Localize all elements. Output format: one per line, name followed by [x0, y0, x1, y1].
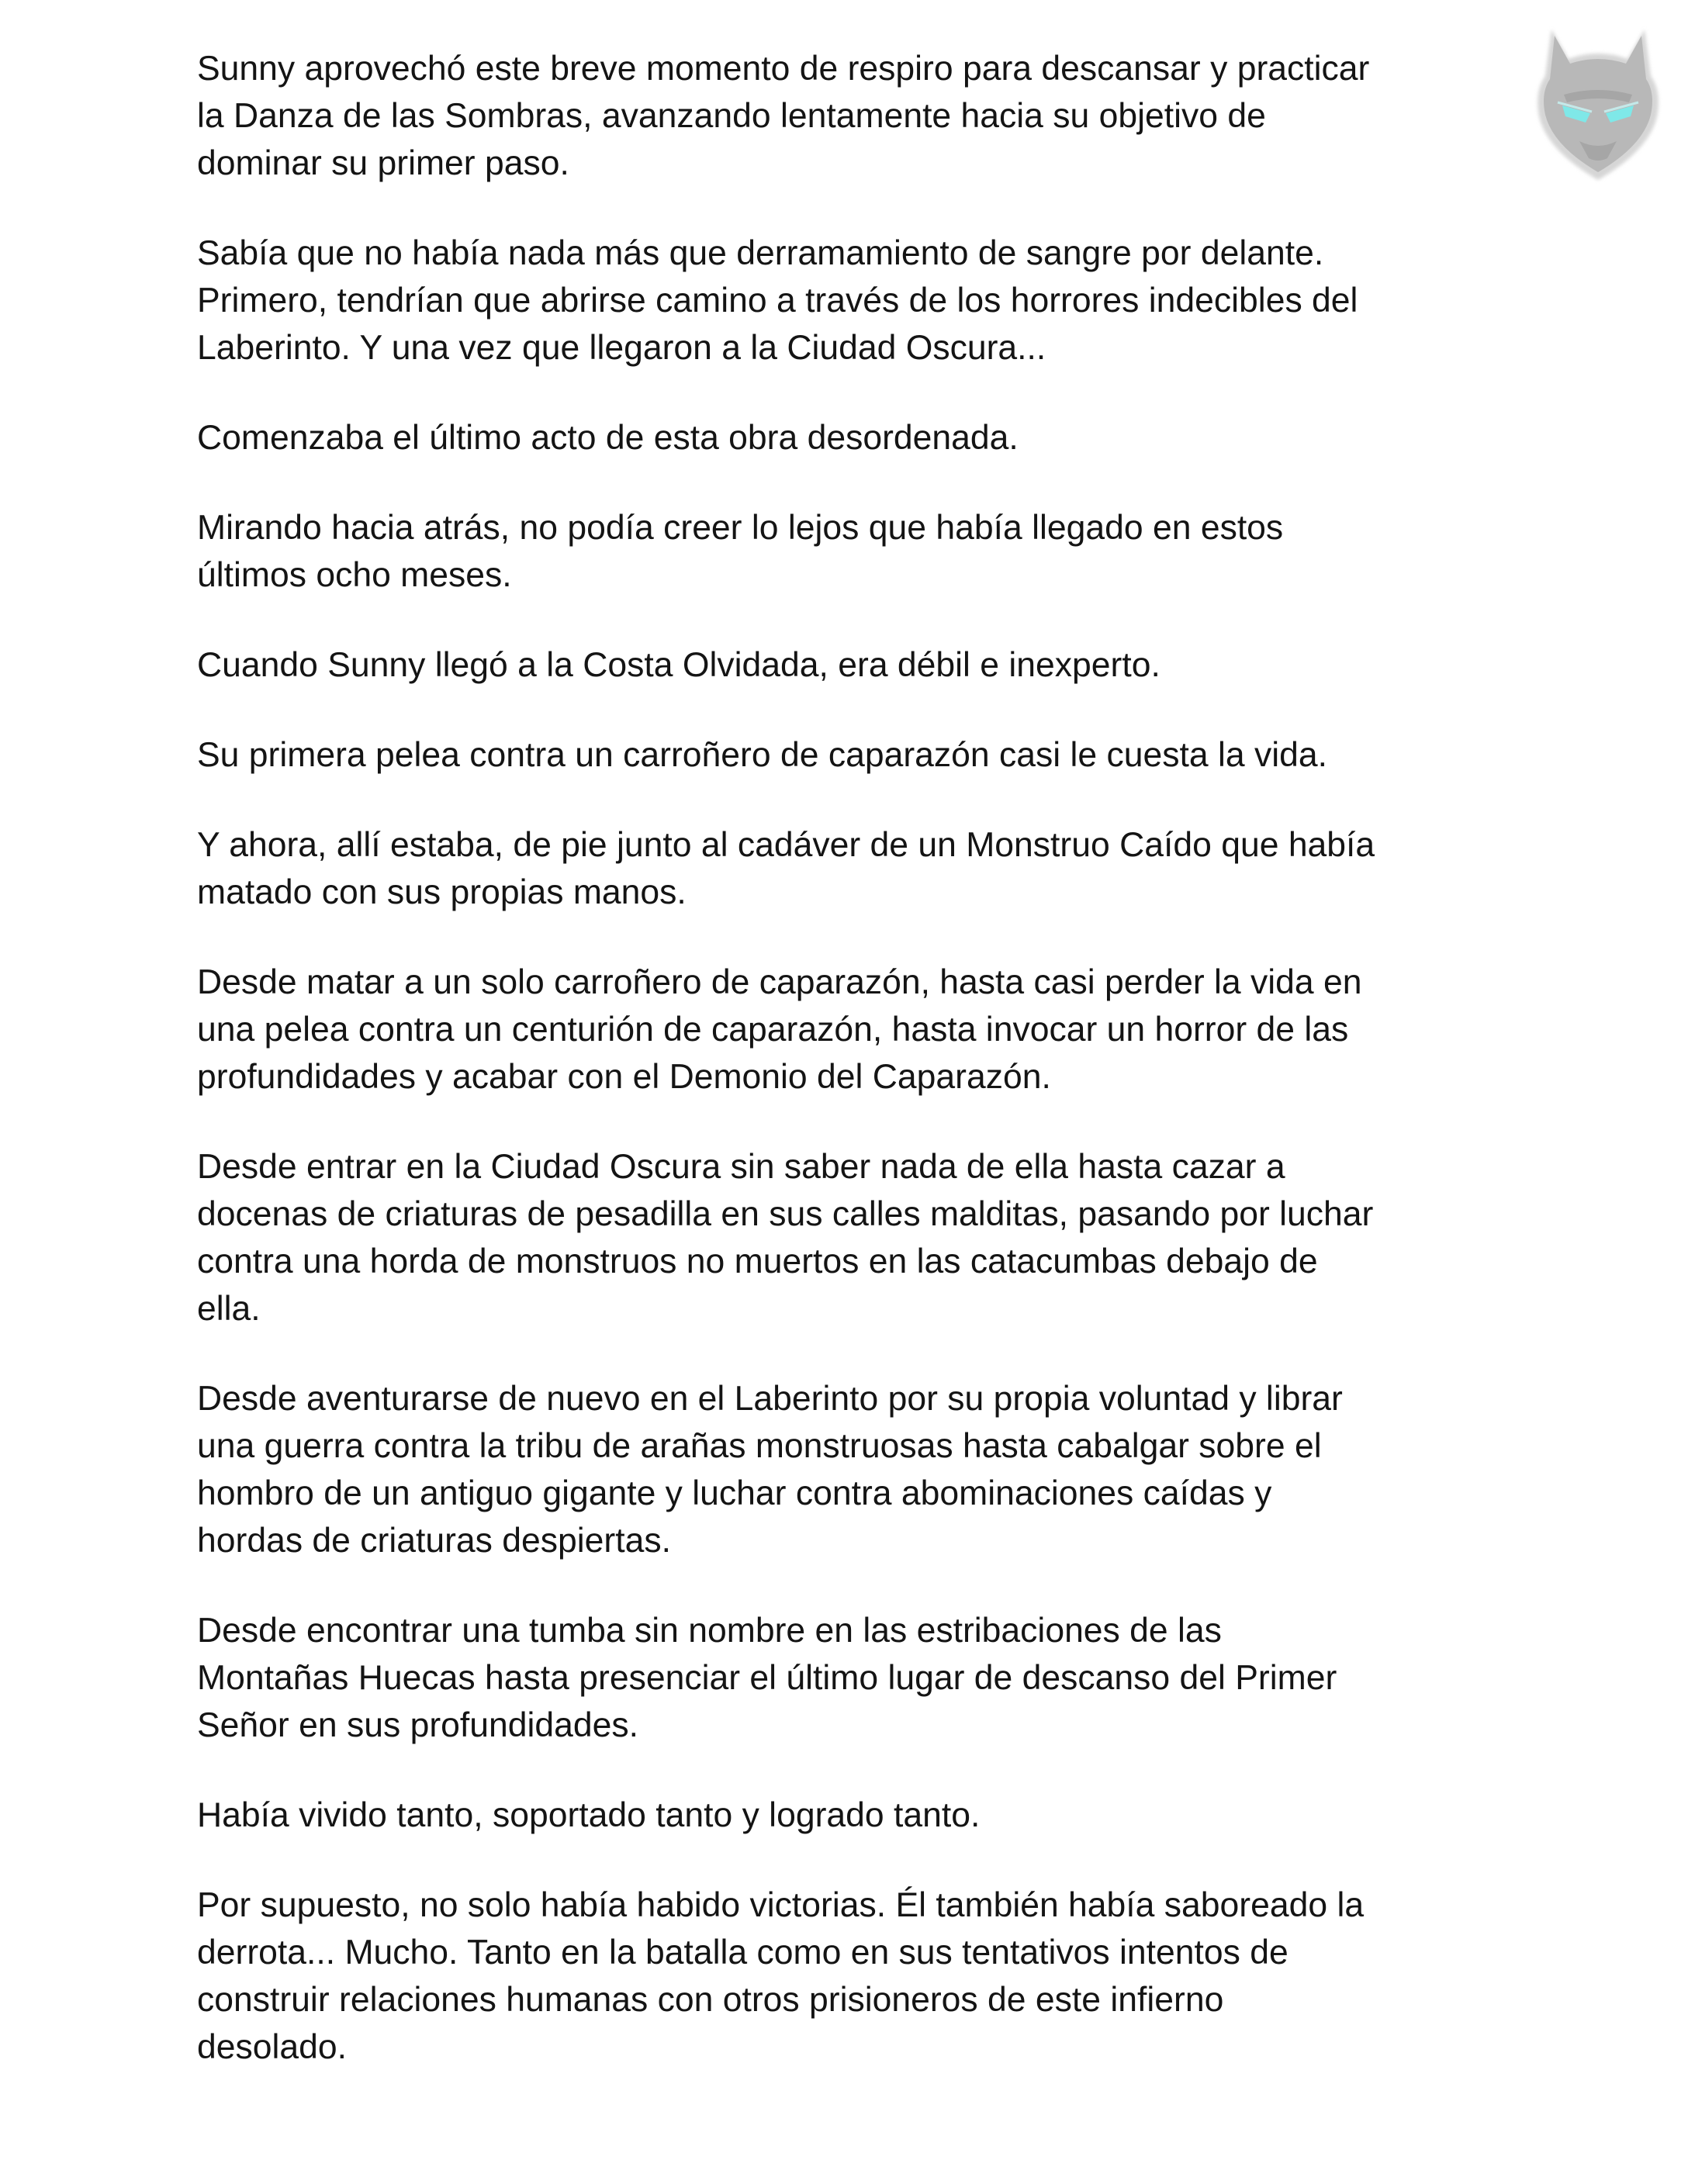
paragraph-line: Desde matar a un solo carroñero de caparazón, hasta casi perder la vida en [197, 963, 1362, 1001]
paragraph-line: construir relaciones humanas con otros prisioneros de este infierno [197, 1981, 1224, 2019]
paragraph-line: matado con sus propias manos. [197, 873, 687, 911]
paragraph [197, 504, 1500, 599]
paragraph-line: Desde entrar en la Ciudad Oscura sin saber nada de ella hasta cazar a [197, 1148, 1285, 1186]
paragraph-line: Montañas Huecas hasta presenciar el último lugar de descanso del Primer [197, 1659, 1337, 1697]
paragraph-line: profundidades y acabar con el Demonio del Caparazón. [197, 1058, 1051, 1096]
paragraph [197, 641, 1500, 689]
paragraph-line: Mirando hacia atrás, no podía creer lo lejos que había llegado en estos [197, 509, 1284, 547]
paragraph-line: Su primera pelea contra un carroñero de caparazón casi le cuesta la vida. [197, 736, 1327, 774]
paragraph-line: Cuando Sunny llegó a la Costa Olvidada, era débil e inexperto. [197, 646, 1160, 684]
paragraph-line: una guerra contra la tribu de arañas monstruosas hasta cabalgar sobre el [197, 1427, 1322, 1465]
paragraph-line: Laberinto. Y una vez que llegaron a la Ciudad Oscura... [197, 329, 1046, 367]
paragraph [197, 1792, 1500, 1839]
paragraph [197, 45, 1500, 187]
paragraph [197, 1607, 1500, 1749]
paragraph-line: Había vivido tanto, soportado tanto y logrado tanto. [197, 1796, 981, 1834]
paragraph-line: desolado. [197, 2028, 347, 2066]
paragraph-line: docenas de criaturas de pesadilla en sus calles malditas, pasando por luchar [197, 1195, 1374, 1233]
paragraph-line: derrota... Mucho. Tanto en la batalla como en sus tentativos intentos de [197, 1933, 1288, 1971]
paragraph-line: ella. [197, 1290, 261, 1328]
paragraph [197, 414, 1500, 461]
paragraph-line: Por supuesto, no solo había habido victorias. Él también había saboreado la [197, 1886, 1365, 1924]
paragraph-line: la Danza de las Sombras, avanzando lentamente hacia su objetivo de [197, 97, 1266, 135]
paragraph-line: una pelea contra un centurión de caparazón, hasta invocar un horror de las [197, 1011, 1349, 1049]
demon-head-logo-icon [1520, 14, 1676, 192]
paragraph [197, 959, 1500, 1101]
paragraph [197, 230, 1500, 371]
paragraph-line: últimos ocho meses. [197, 556, 512, 594]
paragraph-line: Desde aventurarse de nuevo en el Laberinto por su propia voluntad y librar [197, 1380, 1343, 1418]
paragraph-line: Desde encontrar una tumba sin nombre en las estribaciones de las [197, 1612, 1222, 1650]
document-body [197, 45, 1500, 2113]
paragraph-line: Sunny aprovechó este breve momento de respiro para descansar y practicar [197, 50, 1370, 88]
paragraph [197, 821, 1500, 916]
paragraph [197, 1882, 1500, 2071]
paragraph-line: Y ahora, allí estaba, de pie junto al cadáver de un Monstruo Caído que había [197, 826, 1375, 864]
paragraph [197, 731, 1500, 779]
paragraph-line: hombro de un antiguo gigante y luchar contra abominaciones caídas y [197, 1474, 1272, 1512]
paragraph [197, 1375, 1500, 1564]
paragraph [197, 1143, 1500, 1332]
paragraph-line: contra una horda de monstruos no muertos en las catacumbas debajo de [197, 1242, 1318, 1280]
paragraph-line: Señor en sus profundidades. [197, 1706, 639, 1744]
paragraph-line: Primero, tendrían que abrirse camino a través de los horrores indecibles del [197, 282, 1358, 320]
paragraph-line: Comenzaba el último acto de esta obra desordenada. [197, 419, 1019, 457]
paragraph-line: Sabía que no había nada más que derramamiento de sangre por delante. [197, 234, 1324, 272]
paragraph-line: dominar su primer paso. [197, 144, 569, 182]
paragraph-line: hordas de criaturas despiertas. [197, 1522, 671, 1560]
